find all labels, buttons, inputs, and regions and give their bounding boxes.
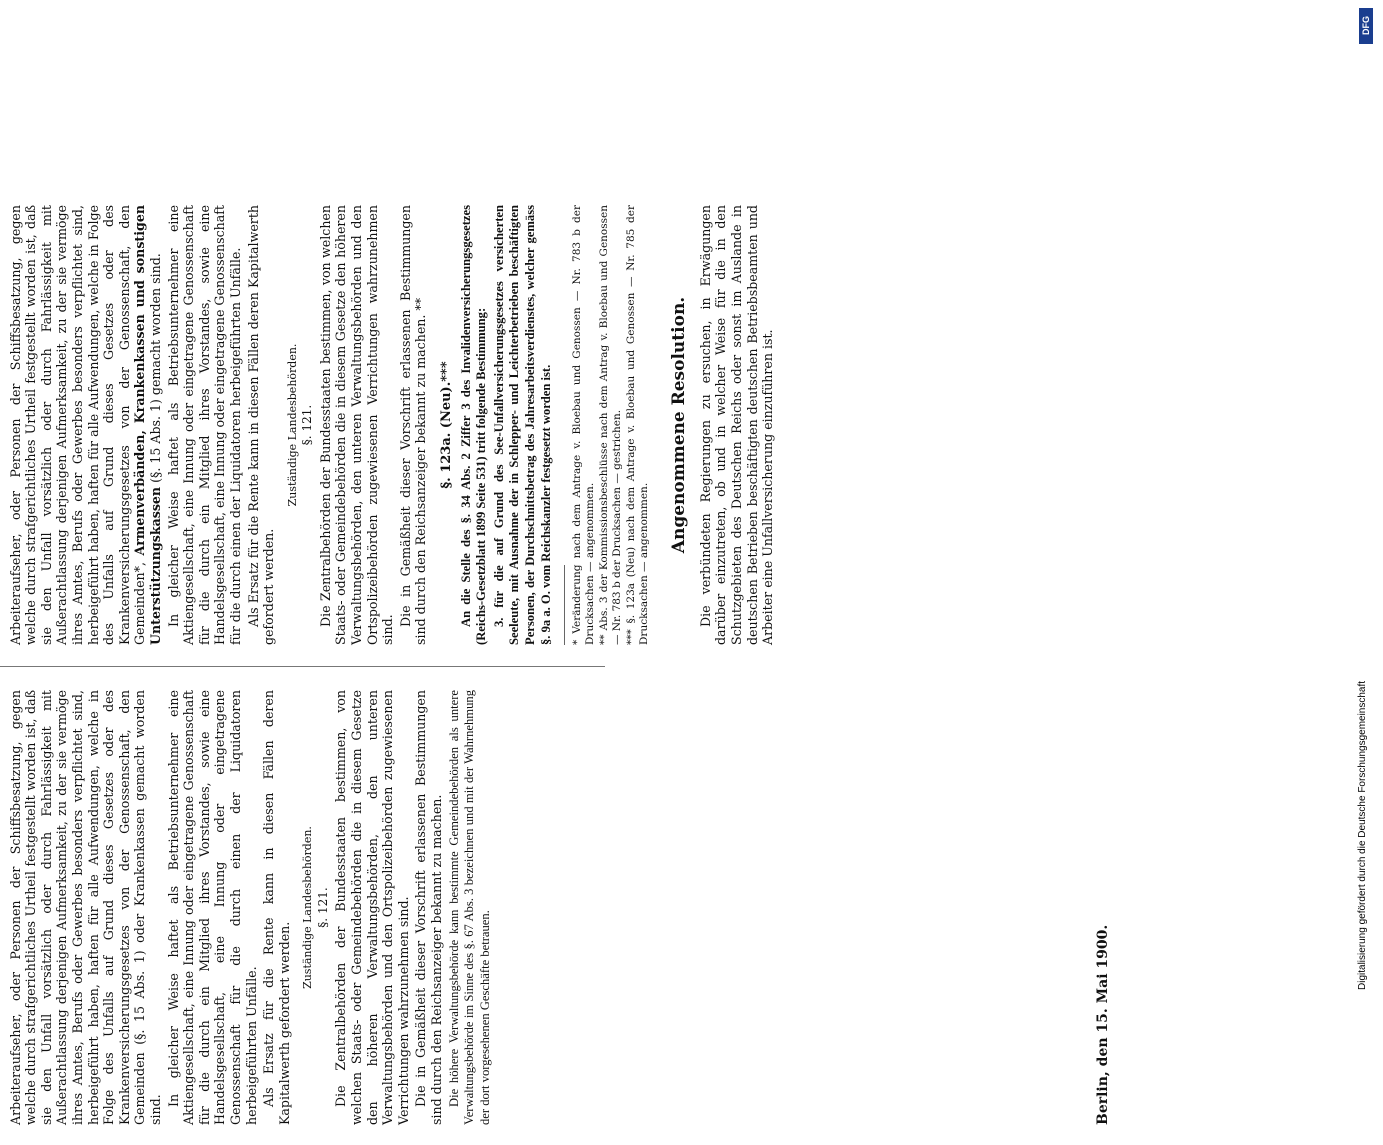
resolution-title: Angenommene Resolution. xyxy=(669,296,690,554)
footer-date: Berlin, den 15. Mai 1900. xyxy=(1095,924,1111,1125)
left-paragraph-4: Die Zentralbehörden der Bundesstaaten bestimmen, von welchen Staats- oder Gemeindebehörden die in diesem Gesetze den höheren Verwaltungsbehörden, den unteren Verwaltungsbehörden und den Ortspolizeibehörden zugewiesenen Verrichtungen wahrzunehmen sind. xyxy=(333,690,411,1125)
left-paragraph-6: Die höhere Verwaltungsbehörde kann bestimmte Gemeindebehörden als untere Verwaltungsbehörde im Sinne des §. 67 Abs. 3 bezeichnen und mit der Wahrnehmung der dort vorgesehenen Geschäfte betrauen. xyxy=(446,690,492,1125)
footnote-2: ** Abs. 3 der Kommissionsbeschlüsse nach dem Antrag v. Bloebau und Genossen — Nr. 783 b der Drucksachen — gestrichen. xyxy=(598,205,623,645)
footnote-1: * Veränderung nach dem Antrage v. Bloebau und Genossen — Nr. 783 b der Drucksachen — angenommen. xyxy=(571,205,596,645)
dfg-funding-text: Digitalisierung gefördert durch die Deutsche Forschungsgemeinschaft xyxy=(1357,680,1368,990)
right-subhead: Zuständige Landesbehörden. xyxy=(285,343,299,507)
footnote-rule xyxy=(564,565,565,645)
right-p1-bold: Armenverbänden, Krankenkassen und sonstigen Unterstützungskassen xyxy=(132,205,163,645)
new-section-123a: §. 123a. (Neu).*** xyxy=(439,361,455,489)
footnote-3: *** §. 123a (Neu) nach dem Antrage v. Bloebau und Genossen — Nr. 785 der Drucksachen — angenommen. xyxy=(625,205,650,645)
left-paragraph-1: Arbeiteraufseher, oder Personen der Schiffsbesatzung, gegen welche durch strafgerichtliches Urtheil festgestellt worden ist, daß sie den Unfall vorsätzlich oder durch Fahrlässigkeit mit Außerachtlassung derjenigen Aufmerksamkeit, zu der sie vermöge ihres Amtes, Berufs oder Gewerbes besonders verpflichtet sind, herbeigeführt haben, haften für alle Aufwendungen, welche in Folge des Unfalls auf Grund dieses Gesetzes oder des Krankenversicherungsgesetzes von der Genossenschaft, den Gemeinden (§. 15 Abs. 1) oder Krankenkassen gemacht worden sind. xyxy=(7,690,163,1125)
right-column xyxy=(0,205,778,645)
resolution-text: Die verbündeten Regierungen zu ersuchen, in Erwägungen darüber einzutreten, ob und in welcher Weise für die in den Schutzgebieten des Deutschen Reichs oder sonst im Auslande in deutschen Betrieben beschäftigten deutschen Betriebsbeamten und Arbeiter eine Unfallversicherung einzuführen ist. xyxy=(697,205,776,645)
left-paragraph-5: Die in Gemäßheit dieser Vorschrift erlassenen Bestimmungen sind durch den Reichsanzeiger bekannt zu machen. xyxy=(413,690,445,1125)
column-divider xyxy=(0,666,605,667)
left-column xyxy=(0,690,495,1125)
dfg-side-note xyxy=(1357,0,1379,1000)
left-subhead: Zuständige Landesbehörden. xyxy=(301,826,315,989)
right-paragraph-5 xyxy=(398,205,429,645)
right-paragraph-4: Die Zentralbehörden der Bundesstaaten bestimmen, von welchen Staats- oder Gemeindebehörden die in diesem Gesetze den höheren Verwaltungsbehörden, den unteren Verwaltungsbehörden und den Ortspolizeibehörden zugewiesenen Verrichtungen wahrzunehmen sind. xyxy=(317,205,396,645)
right-p1-text: Arbeiteraufseher, oder Personen der Schiffsbesatzung, gegen welche durch strafgerichtliches Urtheil festgestellt worden ist, daß sie den Unfall vorsätzlich oder durch Fahrlässigkeit mit Außerachtlassung derjenigen Aufmerksamkeit, zu der sie vermöge ihres Amtes, Berufs oder Gewerbes besonders verpflichtet sind, herbeigeführt haben, haften für alle Aufwendungen, welche in Folge des Unfalls auf Grund dieses Gesetzes oder des Krankenversicherungsgesetzes von der Genossenschaft, den Gemeinden*, xyxy=(7,205,148,645)
right-section-121: §. 121. xyxy=(300,404,315,446)
left-paragraph-2: In gleicher Weise haftet als Betriebsunternehmer eine Aktiengesellschaft, eine Innung oder eingetragene Genossenschaft für die durch ein Mitglied ihres Vorstandes, sowie eine Handelsgesellschaft, eine Innung oder eingetragene Genossenschaft für die durch einen der Liquidatoren herbeigeführten Unfälle. xyxy=(165,690,259,1125)
right-paragraph-2: In gleicher Weise haftet als Betriebsunternehmer eine Aktiengesellschaft, eine Innung oder eingetragene Genossenschaft für die durch ein Mitglied ihres Vorstandes, sowie eine Handelsgesellschaft, eine Innung oder eingetragene Genossenschaft für die durch einen der Liquidatoren herbeigeführten Unfälle. xyxy=(165,205,243,645)
right-paragraph-1 xyxy=(8,205,164,645)
rotated-page xyxy=(0,185,1145,1145)
right-p5-mark: ** xyxy=(413,298,429,311)
dfg-logo: DFG xyxy=(1359,8,1373,44)
right-p1-end: (§. 15 Abs. 1) gemacht worden sind. xyxy=(147,253,163,483)
left-section-121: §. 121. xyxy=(315,887,330,928)
right-p5-text: Die in Gemäßheit dieser Vorschrift erlassenen Bestimmungen sind durch den Reichsanzeiger bekannt zu machen. xyxy=(397,205,429,645)
right-paragraph-3: Als Ersatz für die Rente kann in diesen Fällen deren Kapitalwerth gefordert werden. xyxy=(245,205,277,645)
left-paragraph-3: Als Ersatz für die Rente kann in diesen Fällen deren Kapitalwerth gefordert werden. xyxy=(261,690,292,1125)
new-section-text: An die Stelle des §. 34 Abs. 2 Ziffer 3 des Invalidenversicherungsgesetzes (Reichs-Gesetzblatt 1899 Seite 531) tritt folgende Bestimmung: xyxy=(458,205,489,645)
new-section-item: 3. für die auf Grund des See-Unfallversicherungsgesetzes versicherten Seeleute, mit Ausnahme der in Schlepper- und Leichterbetrieben beschäftigten Personen, der Durchschnittsbetrag des Jahresarbeitsverdienstes, welcher gemäss §. 9a a. O. vom Reichskanzler festgesetzt worden ist. xyxy=(491,205,553,645)
